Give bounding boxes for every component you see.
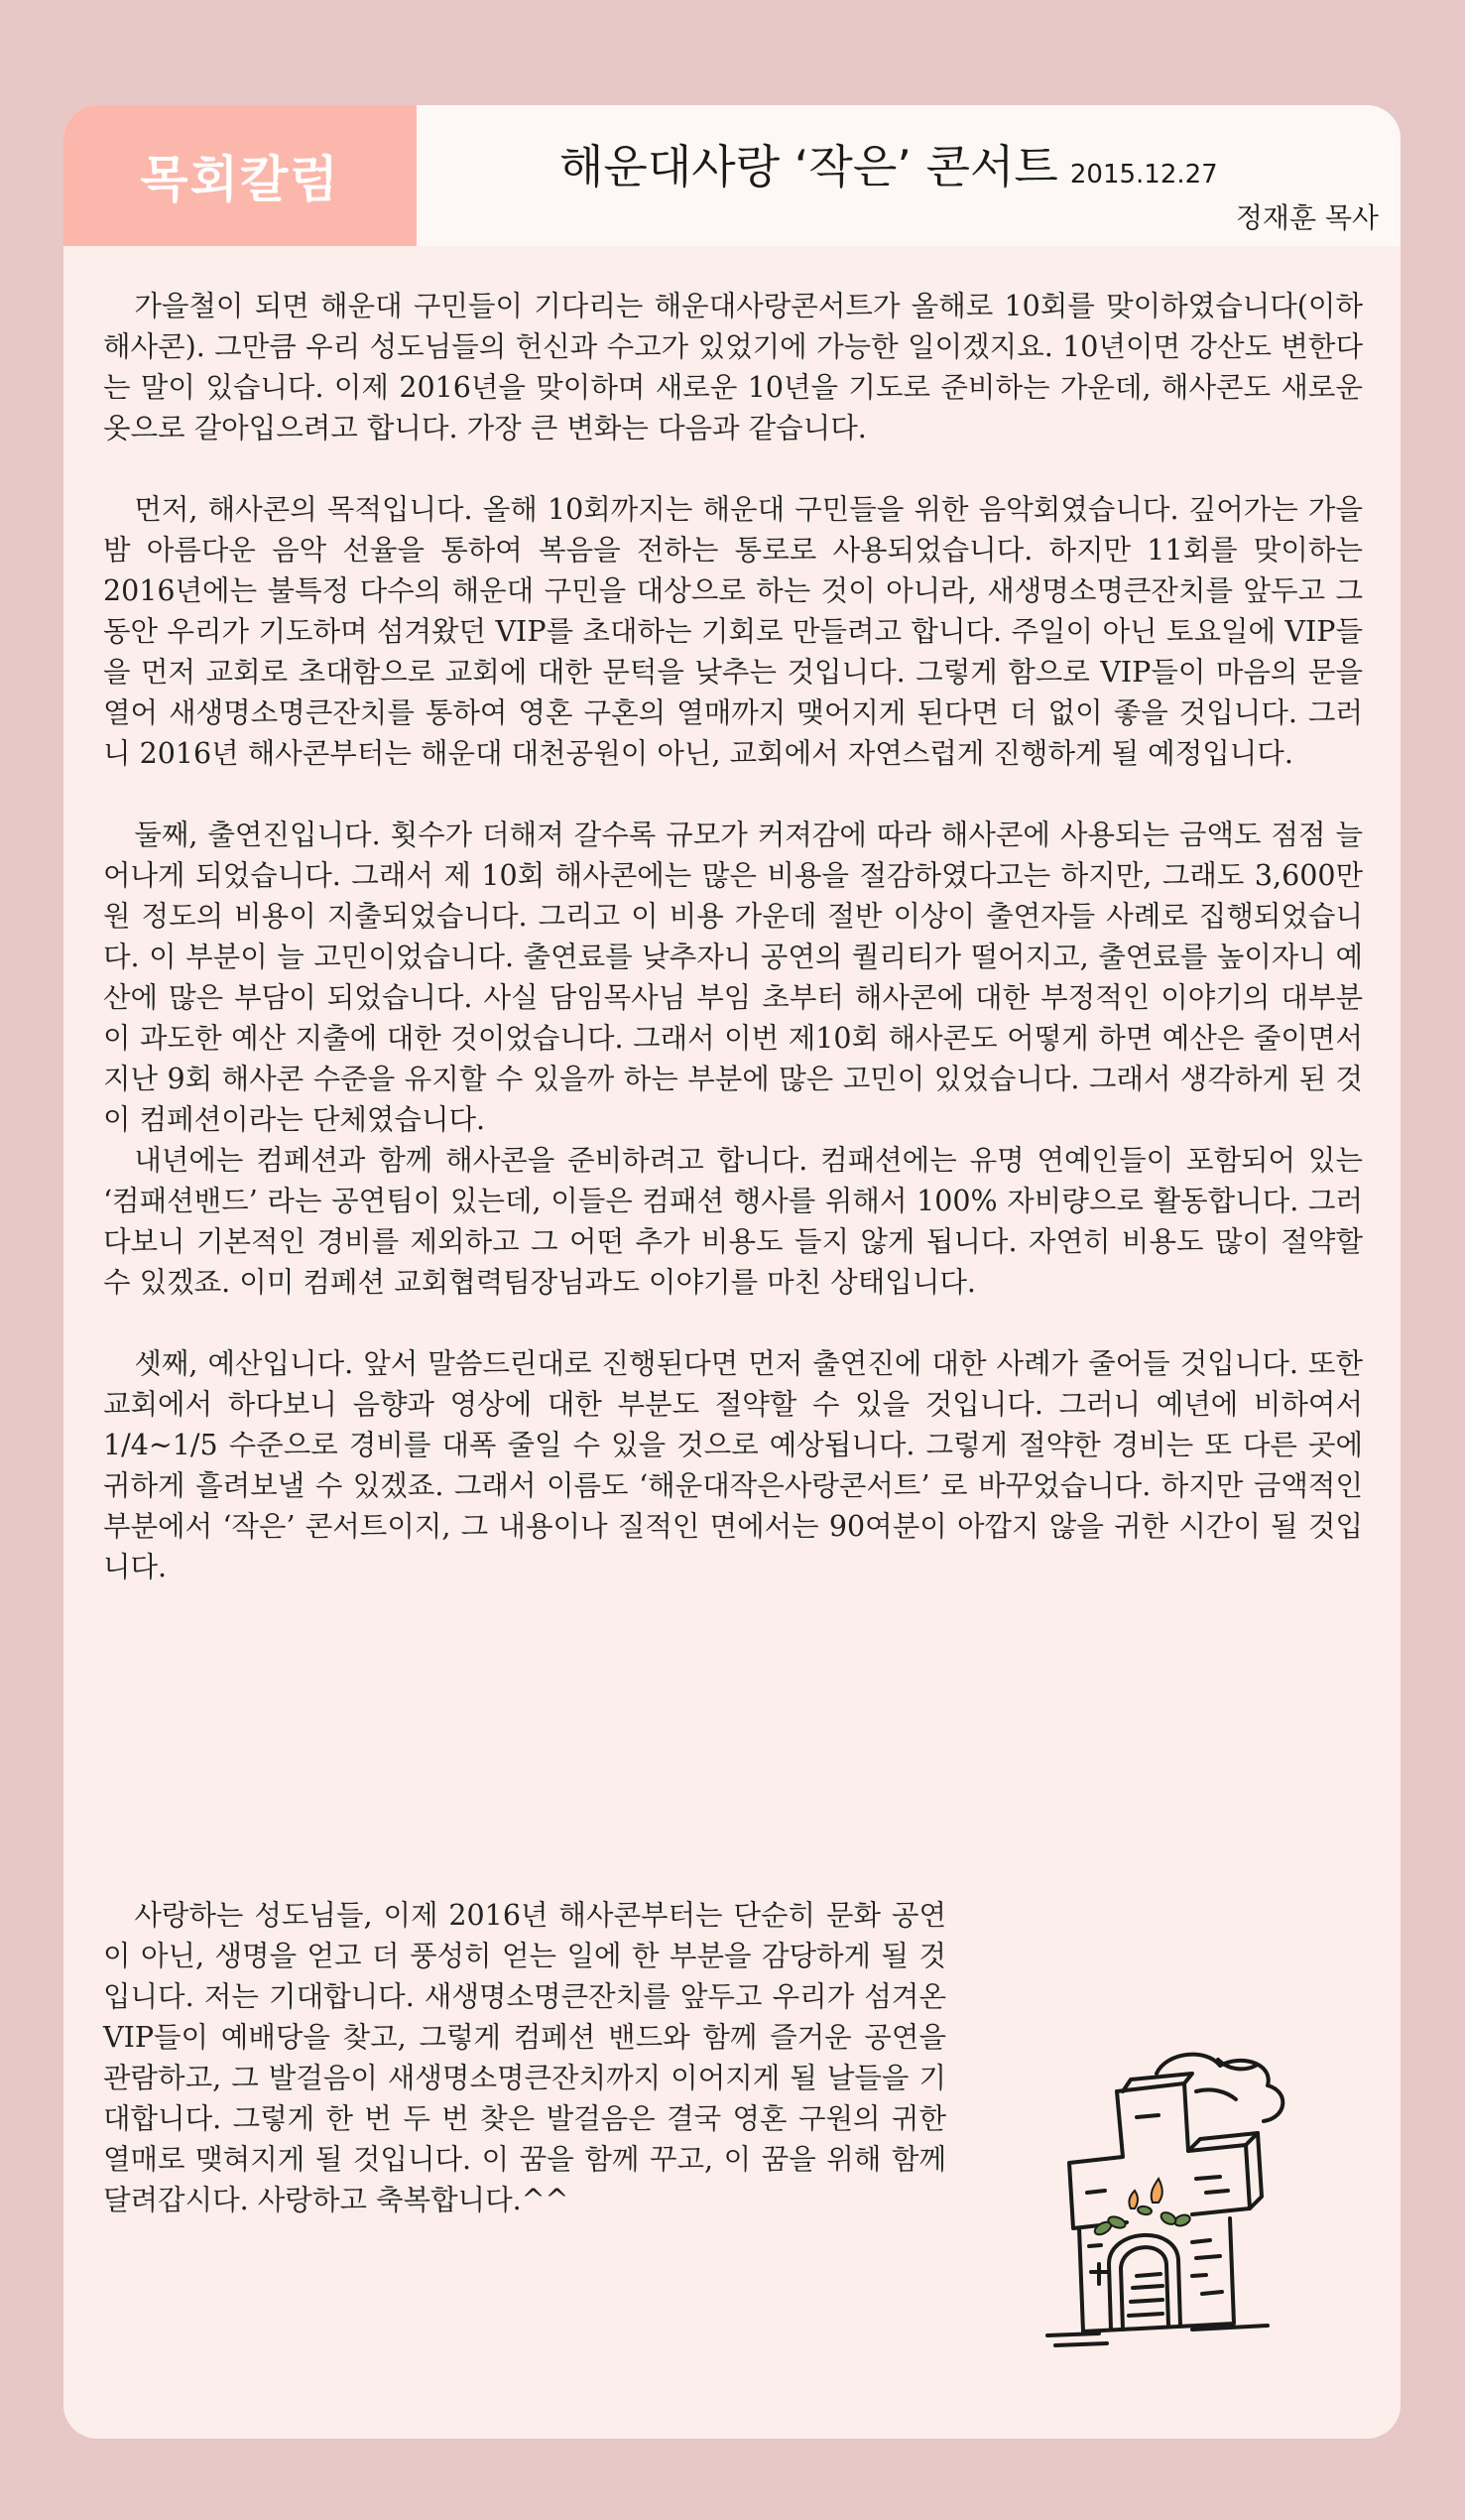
paragraph-intro: 가을철이 되면 해운대 구민들이 기다리는 해운대사랑콘서트가 올해로 10회를 맞이하였습니다(이하 해사콘). 그만큼 우리 성도님들의 헌신과 수고가 있었기에 가능한 일이겠지요. 10년이면 강산도 변한다는 말이 있습니다. 이제 2016년을 맞이하며 새로운 10년을 기도로 준비하는 가운데, 해사콘도 새로운 옷으로 갈아입으려고 합니다. 가장 큰 변화는 다음과 같습니다. — [103, 290, 1363, 444]
closing-paragraph-block — [103, 1895, 946, 2220]
church-cross-drawing-icon — [1008, 2034, 1325, 2351]
title-row — [559, 131, 1218, 196]
column-card — [63, 105, 1401, 2439]
column-title: 해운대사랑 ‘작은’ 콘서트 — [559, 140, 1058, 193]
paragraph-performers: 둘째, 출연진입니다. 횟수가 더해져 갈수록 규모가 커져감에 따라 해사콘에 사용되는 금액도 점점 늘어나게 되었습니다. 그래서 제 10회 해사콘에는 많은 비용을 절감하였다고는 하지만, 그래도 3,600만원 정도의 비용이 지출되었습니다. 그리고 이 비용 가운데 절반 이상이 출연자들 사례로 집행되었습니다. 이 부분이 늘 고민이었습니다. 출연료를 낮추자니 공연의 퀄리티가 떨어지고, 출연료를 높이자니 예산에 많은 부담이 되었습니다. 사실 담임목사님 부임 초부터 해사콘에 대한 부정적인 이야기의 대부분이 과도한 예산 지출에 대한 것이었습니다. 그래서 이번 제10회 해사콘도 어떻게 하면 예산은 줄이면서 지난 9회 해사콘 수준을 유지할 수 있을까 하는 부분에 많은 고민이 있었습니다. 그래서 생각하게 된 것이 컴페션이라는 단체였습니다. — [103, 819, 1363, 1136]
paragraph-purpose: 먼저, 해사콘의 목적입니다. 올해 10회까지는 해운대 구민들을 위한 음악회였습니다. 깊어가는 가을 밤 아름다운 음악 선율을 통하여 복음을 전하는 통로로 사용되었습니다. 하지만 11회를 맞이하는 2016년에는 불특정 다수의 해운대 구민을 대상으로 하는 것이 아니라, 새생명소명큰잔치를 앞두고 그동안 우리가 기도하며 섬겨왔던 VIP를 초대하는 기회로 만들려고 합니다. 주일이 아닌 토요일에 VIP들을 먼저 교회로 초대함으로 교회에 대한 문턱을 낮추는 것입니다. 그렇게 함으로 VIP들이 마음의 문을 열어 새생명소명큰잔치를 통하여 영혼 구혼의 열매까지 맺어지게 된다면 더 없이 좋을 것입니다. 그러니 2016년 해사콘부터는 해운대 대천공원이 아닌, 교회에서 자연스럽게 진행하게 될 예정입니다. — [103, 493, 1363, 770]
paragraph-budget: 셋째, 예산입니다. 앞서 말씀드린대로 진행된다면 먼저 출연진에 대한 사례가 줄어들 것입니다. 또한 교회에서 하다보니 음향과 영상에 대한 부분도 절약할 수 있을 것입니다. 그러니 예년에 비하여서 1/4~1/5 수준으로 경비를 대폭 줄일 수 있을 것으로 예상됩니다. 그렇게 절약한 경비는 또 다른 곳에 귀하게 흘려보낼 수 있겠죠. 그래서 이름도 ‘해운대작은사랑콘서트’ 로 바꾸었습니다. 하지만 금액적인 부분에서 ‘작은’ 콘서트이지, 그 내용이나 질적인 면에서는 90여분이 아깝지 않을 귀한 시간이 될 것입니다. — [103, 1347, 1363, 1583]
article-body — [103, 286, 1363, 1628]
column-date: 2015.12.27 — [1069, 160, 1218, 189]
column-tag: 목회칼럼 — [63, 105, 417, 246]
paragraph-closing: 사랑하는 성도님들, 이제 2016년 해사콘부터는 단순히 문화 공연이 아닌, 생명을 얻고 더 풍성히 얻는 일에 한 부분을 감당하게 될 것입니다. 저는 기대합니다. 새생명소명큰잔치를 앞두고 우리가 섬겨온 VIP들이 예배당을 찾고, 그렇게 컴페션 밴드와 함께 즐거운 공연을 관람하고, 그 발걸음이 새생명소명큰잔치까지 이어지게 될 날들을 기대합니다. 그렇게 한 번 두 번 찾은 발걸음은 결국 영혼 구원의 귀한 열매로 맺혀지게 될 것입니다. 이 꿈을 함께 꾸고, 이 꿈을 위해 함께 달려갑시다. 사랑하고 축복합니다.^^ — [103, 1899, 946, 2216]
paragraph-compassion: 내년에는 컴페션과 함께 해사콘을 준비하려고 합니다. 컴패션에는 유명 연예인들이 포함되어 있는 ‘컴패션밴드’ 라는 공연팀이 있는데, 이들은 컴패션 행사를 위해서 100% 자비량으로 활동합니다. 그러다보니 기본적인 경비를 제외하고 그 어떤 추가 비용도 들지 않게 됩니다. 자연히 비용도 많이 절약할 수 있겠죠. 이미 컴페션 교회협력팀장님과도 이야기를 마친 상태입니다. — [103, 1144, 1363, 1299]
column-header — [63, 105, 1401, 246]
column-author: 정재훈 목사 — [1235, 201, 1379, 234]
